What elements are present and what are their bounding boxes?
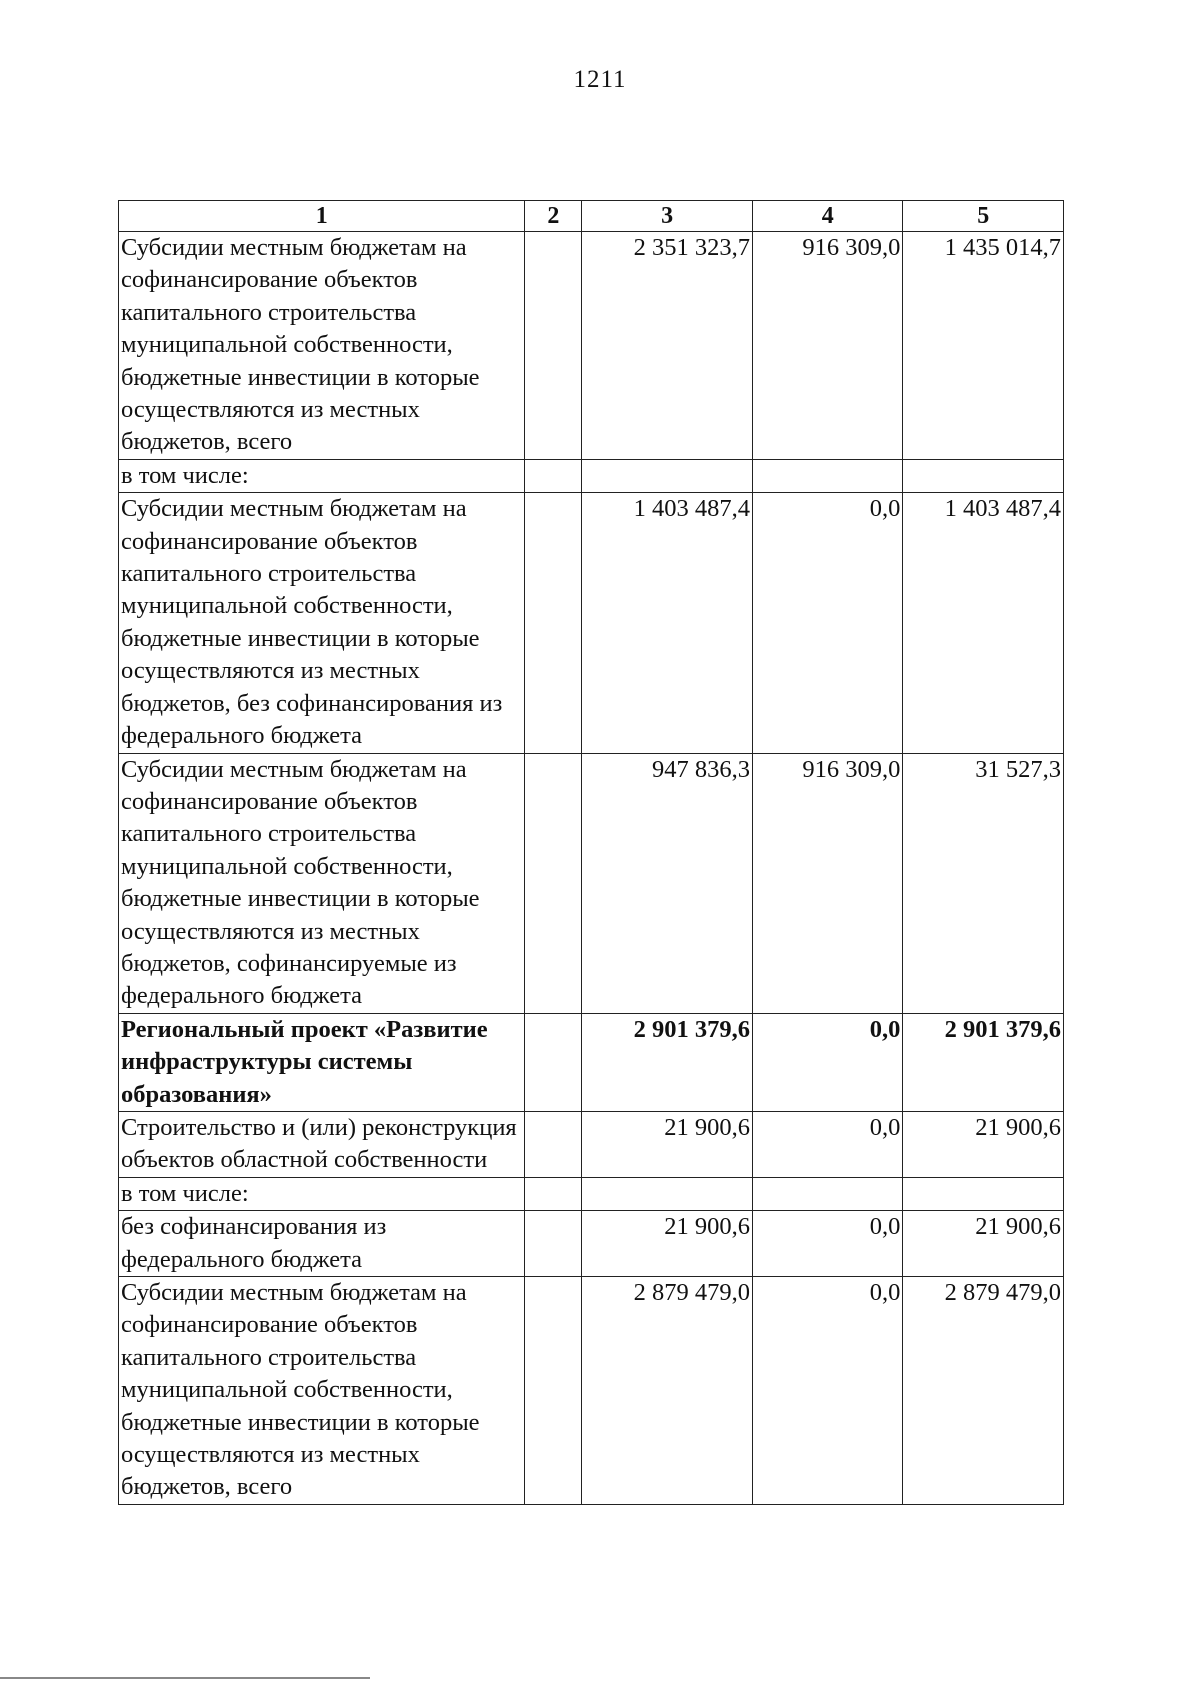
header-col-4: 4	[753, 201, 903, 232]
row-col-3	[582, 1177, 753, 1210]
table-row	[119, 493, 1064, 753]
header-col-5: 5	[903, 201, 1064, 232]
row-col-4	[753, 1177, 903, 1210]
row-name: в том числе:	[119, 459, 525, 492]
row-col-4: 0,0	[753, 1277, 903, 1505]
row-col-5: 1 435 014,7	[903, 232, 1064, 460]
row-col-3: 1 403 487,4	[582, 493, 753, 753]
table-row	[119, 232, 1064, 460]
row-col-3	[582, 459, 753, 492]
row-col-5: 31 527,3	[903, 753, 1064, 1013]
row-name: Строительство и (или) реконструкция объектов областной собственности	[119, 1111, 525, 1177]
row-col-3: 21 900,6	[582, 1211, 753, 1277]
row-col-5	[903, 459, 1064, 492]
row-name: Субсидии местным бюджетам на софинансирование объектов капитального строительства муниципальной собственности, бюджетные инвестиции в которые осуществляются из местных бюджетов, софинансируемые из федерального бюджета	[119, 753, 525, 1013]
header-col-1: 1	[119, 201, 525, 232]
row-col-4: 0,0	[753, 1211, 903, 1277]
scan-edge-divider	[0, 1677, 370, 1679]
table-row	[119, 1277, 1064, 1505]
row-col-5	[903, 1177, 1064, 1210]
table-row	[119, 1013, 1064, 1111]
row-col-5: 1 403 487,4	[903, 493, 1064, 753]
row-col-3: 2 879 479,0	[582, 1277, 753, 1505]
header-col-3: 3	[582, 201, 753, 232]
row-code	[525, 1211, 582, 1277]
header-col-2: 2	[525, 201, 582, 232]
row-col-4: 916 309,0	[753, 753, 903, 1013]
row-code	[525, 1111, 582, 1177]
row-col-5: 2 901 379,6	[903, 1013, 1064, 1111]
row-col-4: 0,0	[753, 493, 903, 753]
table-row	[119, 753, 1064, 1013]
row-name: в том числе:	[119, 1177, 525, 1210]
row-name: без софинансирования из федерального бюджета	[119, 1211, 525, 1277]
row-col-4	[753, 459, 903, 492]
table-row	[119, 1177, 1064, 1210]
row-col-4: 916 309,0	[753, 232, 903, 460]
row-code	[525, 1277, 582, 1505]
row-col-4: 0,0	[753, 1111, 903, 1177]
row-col-5: 2 879 479,0	[903, 1277, 1064, 1505]
row-col-3: 2 901 379,6	[582, 1013, 753, 1111]
row-name: Субсидии местным бюджетам на софинансирование объектов капитального строительства муниципальной собственности, бюджетные инвестиции в которые осуществляются из местных бюджетов, без софинансирования из федерального бюджета	[119, 493, 525, 753]
row-col-5: 21 900,6	[903, 1111, 1064, 1177]
page-number: 1211	[573, 66, 627, 93]
row-code	[525, 232, 582, 460]
row-col-3: 2 351 323,7	[582, 232, 753, 460]
row-name: Региональный проект «Развитие инфраструктуры системы образования»	[119, 1013, 525, 1111]
row-code	[525, 493, 582, 753]
row-code	[525, 459, 582, 492]
row-name: Субсидии местным бюджетам на софинансирование объектов капитального строительства муниципальной собственности, бюджетные инвестиции в которые осуществляются из местных бюджетов, всего	[119, 1277, 525, 1505]
table-row	[119, 1111, 1064, 1177]
row-name: Субсидии местным бюджетам на софинансирование объектов капитального строительства муниципальной собственности, бюджетные инвестиции в которые осуществляются из местных бюджетов, всего	[119, 232, 525, 460]
row-code	[525, 1177, 582, 1210]
row-col-4: 0,0	[753, 1013, 903, 1111]
row-col-3: 947 836,3	[582, 753, 753, 1013]
row-col-5: 21 900,6	[903, 1211, 1064, 1277]
row-code	[525, 753, 582, 1013]
table-row	[119, 1211, 1064, 1277]
row-col-3: 21 900,6	[582, 1111, 753, 1177]
header-row	[119, 201, 1064, 232]
row-code	[525, 1013, 582, 1111]
table-row	[119, 459, 1064, 492]
budget-table	[118, 200, 1064, 1505]
